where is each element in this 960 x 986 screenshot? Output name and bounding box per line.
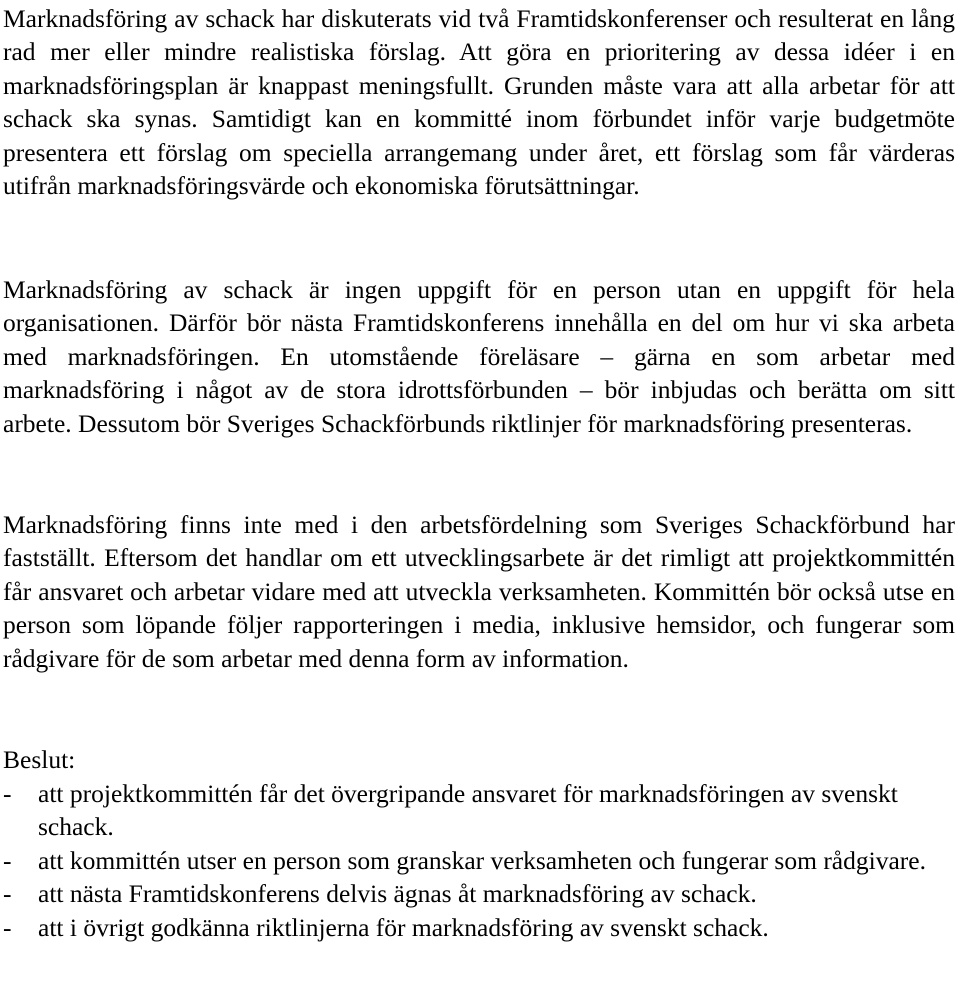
dash-bullet: - — [3, 845, 12, 875]
decision-item-text: att i övrigt godkänna riktlinjerna för marknadsföring av svenskt schack. — [38, 912, 769, 942]
decision-list — [3, 777, 955, 944]
decision-item — [3, 844, 955, 877]
paragraph-organisation-task: Marknadsföring av schack är ingen uppgift för en person utan en uppgift för hela organisationen. Därför bör nästa Framtidskonferens innehålla en del om hur vi ska arbeta med marknadsföringen. En utomstående föreläsare – gärna en som arbetar med marknadsföring i något av de stora idrottsförbunden – bör inbjudas och berätta om sitt arbete. Dessutom bör Sveriges Schackförbunds riktlinjer för marknadsföring presenteras. — [3, 275, 955, 438]
decision-item — [3, 911, 955, 944]
decision-heading: Beslut: — [3, 745, 76, 774]
dash-bullet: - — [3, 779, 12, 808]
decision-item-text: att nästa Framtidskonferens delvis ägnas åt marknadsföring av schack. — [38, 879, 757, 909]
decision-item-text: att kommittén utser en person som granskar verksamheten och fungerar som rådgivare. — [38, 845, 926, 875]
paragraph-project-committee: Marknadsföring finns inte med i den arbetsfördelning som Sveriges Schackförbund har fastställt. Eftersom det handlar om ett utvecklingsarbete är det rimligt att projektkommittén får ansvaret och arbetar vidare med att utveckla verksamheten. Kommittén bör också utse en person som löpande följer rapporteringen i media, inklusive hemsidor, och fungerar som rådgivare för de som arbetar med denna form av information. — [3, 510, 955, 673]
decision-item-text: att projektkommittén får det övergripande ansvaret för marknadsföringen av svenskt schack. — [38, 779, 898, 842]
dash-bullet: - — [3, 912, 12, 942]
decision-item — [3, 877, 955, 910]
dash-bullet: - — [3, 879, 12, 909]
decision-item — [3, 777, 955, 844]
paragraph-marketing-proposals: Marknadsföring av schack har diskuterats vid två Framtidskonferenser och resulterat en lång rad mer eller mindre realistiska förslag. Att göra en prioritering av dessa idéer i en marknadsföringsplan är knappast meningsfullt. Grunden måste vara att alla arbetar för att schack ska synas. Samtidigt kan en kommitté inom förbundet inför varje budgetmöte presentera ett förslag om speciella arrangemang under året, ett förslag som får värderas utifrån marknadsföringsvärde och ekonomiska förutsättningar. — [3, 4, 955, 201]
